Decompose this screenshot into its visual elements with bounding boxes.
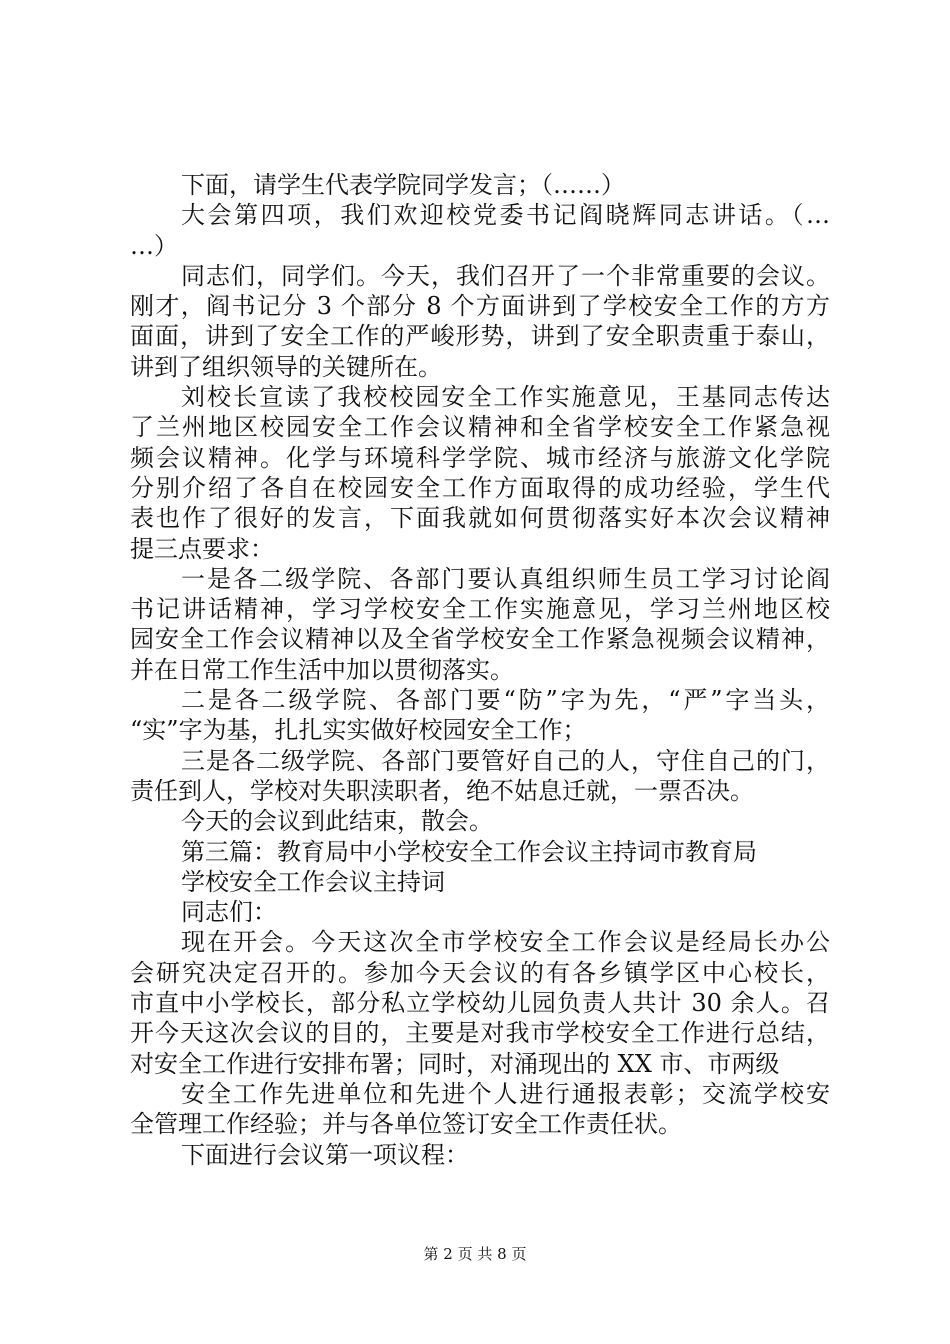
page-number-footer: 第 2 页 共 8 页 — [423, 1245, 527, 1263]
text-line: 了兰州地区校园安全工作会议精神和全省学校安全工作紧急视 — [130, 413, 830, 442]
document-body — [130, 170, 830, 1170]
text-line: 讲到了组织领导的关键所在。 — [130, 352, 442, 381]
text-line: “实”字为基，扎扎实实做好校园安全工作； — [130, 716, 587, 745]
text-line: 二是各二级学院、各部门要“防”字为先，“严”字当头， — [181, 686, 830, 715]
text-line: 并在日常工作生活中加以贯彻落实。 — [130, 655, 514, 684]
text-line: 下面，请学生代表学院同学发言；（……） — [181, 171, 625, 199]
text-line: 会研究决定召开的。参加今天会议的有各乡镇学区中心校长， — [130, 958, 830, 987]
text-line: 书记讲话精神，学习学校安全工作实施意见，学习兰州地区校 — [130, 595, 830, 624]
text-line: 学校安全工作会议主持词 — [181, 867, 445, 896]
text-line: 三是各二级学院、各部门要管好自己的人，守住自己的门， — [181, 746, 830, 775]
text-line: 现在开会。今天这次全市学校安全工作会议是经局长办公 — [181, 928, 830, 957]
text-line: 全管理工作经验；并与各单位签订安全工作责任状。 — [130, 1110, 682, 1139]
text-line: …） — [130, 231, 178, 260]
text-line: 提三点要求： — [130, 534, 274, 563]
text-line: 刚才，阎书记分 3 个部分 8 个方面讲到了学校安全工作的方方 — [130, 292, 830, 321]
text-line: 大会第四项，我们欢迎校党委书记阎晓辉同志讲话。（… — [181, 201, 830, 230]
text-line: 同志们，同学们。今天，我们召开了一个非常重要的会议。 — [181, 261, 830, 290]
text-line: 刘校长宣读了我校校园安全工作实施意见，王基同志传达 — [181, 383, 830, 412]
text-line: 第三篇：教育局中小学校安全工作会议主持词市教育局 — [181, 837, 757, 866]
text-line: 市直中小学校长，部分私立学校幼儿园负责人共计 30 余人。召 — [130, 989, 830, 1018]
text-line: 一是各二级学院、各部门要认真组织师生员工学习讨论阎 — [181, 564, 830, 593]
text-line: 园安全工作会议精神以及全省学校安全工作紧急视频会议精神， — [130, 625, 830, 654]
text-line: 下面进行会议第一项议程： — [181, 1140, 469, 1169]
text-line: 开今天这次会议的目的，主要是对我市学校安全工作进行总结， — [130, 1019, 830, 1048]
text-line: 面面，讲到了安全工作的严峻形势，讲到了安全职责重于泰山， — [130, 322, 830, 351]
text-line: 分别介绍了各自在校园安全工作方面取得的成功经验，学生代 — [130, 473, 830, 502]
text-line: 今天的会议到此结束，散会。 — [181, 807, 493, 836]
text-line: 安全工作先进单位和先进个人进行通报表彰；交流学校安 — [181, 1079, 830, 1108]
text-line: 频会议精神。化学与环境科学学院、城市经济与旅游文化学院 — [130, 443, 830, 472]
text-line: 对安全工作进行安排布署；同时，对涌现出的 XX 市、市两级 — [130, 1049, 780, 1078]
text-line: 同志们： — [181, 898, 277, 927]
text-line: 表也作了很好的发言，下面我就如何贯彻落实好本次会议精神 — [130, 504, 830, 533]
text-line: 责任到人，学校对失职渎职者，绝不姑息迁就，一票否决。 — [130, 776, 754, 805]
